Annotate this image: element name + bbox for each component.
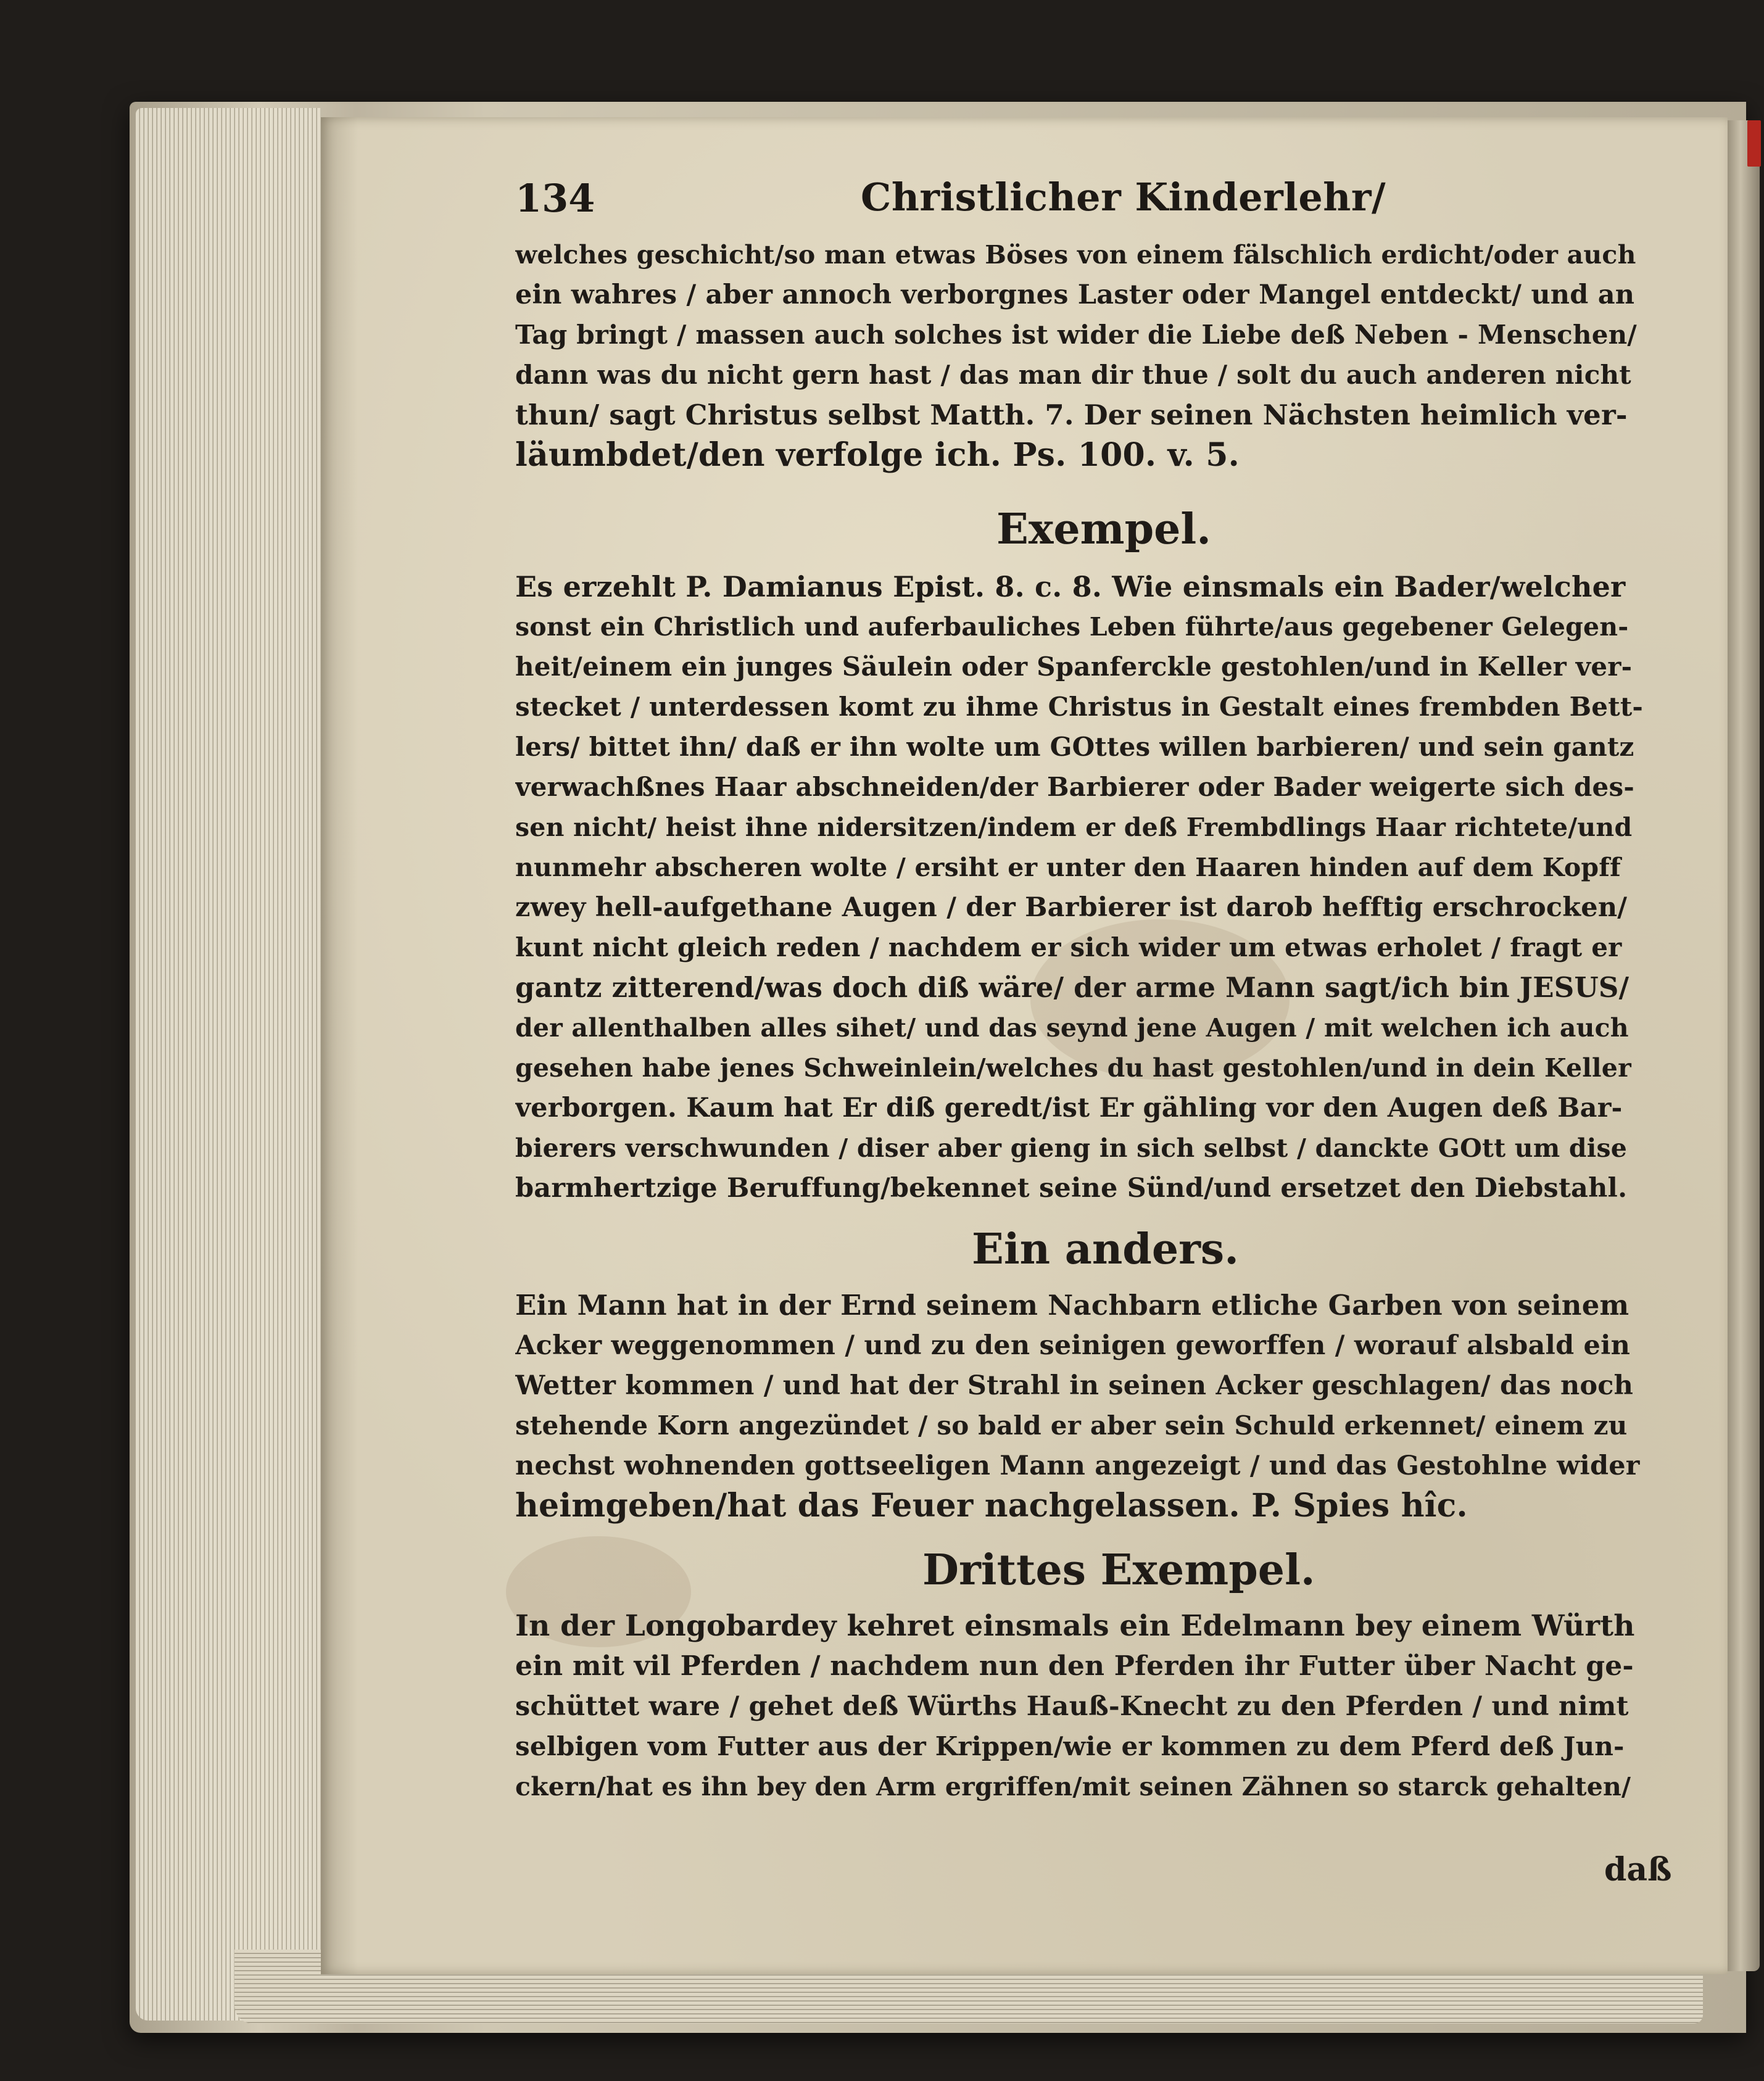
page-edges-left bbox=[136, 108, 321, 2021]
text-line: heit/einem ein junges Säulein oder Spanferckle gestohlen/und in Keller ver- bbox=[515, 652, 1633, 682]
text-line: läumbdet/den verfolge ich. Ps. 100. v. 5. bbox=[515, 436, 1240, 474]
text-line: schüttet ware / gehet deß Würths Hauß-Knecht zu den Pferden / und nimt bbox=[515, 1691, 1629, 1722]
text-line: heimgeben/hat das Feuer nachgelassen. P. Spies hîc. bbox=[515, 1487, 1468, 1525]
text-line: sonst ein Christlich und auferbauliches Leben führte/aus gegebener Gelegen- bbox=[515, 612, 1629, 642]
page-number: 134 bbox=[515, 176, 595, 221]
text-line: dann was du nicht gern hast / das man dir thue / solt du auch anderen nicht bbox=[515, 360, 1631, 390]
text-line: Tag bringt / massen auch solches ist wider die Liebe deß Neben - Menschen/ bbox=[515, 320, 1637, 350]
section-heading-ein-anders: Ein anders. bbox=[972, 1225, 1239, 1274]
section-heading-drittes-exempel: Drittes Exempel. bbox=[922, 1545, 1315, 1595]
text-line: gesehen habe jenes Schweinlein/welches du hast gestohlen/und in dein Keller bbox=[515, 1053, 1631, 1083]
text-line: barmhertzige Beruffung/bekennet seine Sünd/und ersetzet den Diebstahl. bbox=[515, 1173, 1628, 1204]
right-page-edge bbox=[1728, 120, 1760, 1971]
text-line: sen nicht/ heist ihne nidersitzen/indem er deß Frembdlings Haar richtete/und bbox=[515, 813, 1633, 842]
text-line: lers/ bittet ihn/ daß er ihn wolte um GOttes willen barbieren/ und sein gantz bbox=[515, 732, 1634, 762]
text-line: kunt nicht gleich reden / nachdem er sich wider um etwas erholet / fragt er bbox=[515, 932, 1622, 962]
text-line: stehende Korn angezündet / so bald er aber sein Schuld erkennet/ einem zu bbox=[515, 1410, 1628, 1441]
text-line: In der Longobardey kehret einsmals ein Edelmann bey einem Würth bbox=[515, 1609, 1635, 1643]
text-line: nunmehr abscheren wolte / ersiht er unter den Haaren hinden auf dem Kopff bbox=[515, 853, 1621, 882]
text-line: zwey hell-aufgethane Augen / der Barbierer ist darob hefftig erschrocken/ bbox=[515, 892, 1628, 923]
bookmark-ribbon bbox=[1747, 120, 1761, 167]
text-line: Acker weggenommen / und zu den seinigen geworffen / worauf alsbald ein bbox=[515, 1330, 1631, 1361]
text-line: der allenthalben alles sihet/ und das seynd jene Augen / mit welchen ich auch bbox=[515, 1013, 1629, 1043]
text-line: verwachßnes Haar abschneiden/der Barbierer oder Bader weigerte sich des- bbox=[515, 772, 1634, 802]
text-line: welches geschicht/so man etwas Böses von einem fälschlich erdicht/oder auch bbox=[515, 240, 1636, 270]
section-heading-exempel: Exempel. bbox=[996, 505, 1211, 554]
text-line: Ein Mann hat in der Ernd seinem Nachbarn etliche Garben von seinem bbox=[515, 1289, 1629, 1322]
text-line: nechst wohnenden gottseeligen Mann angezeigt / und das Gestohlne wider bbox=[515, 1450, 1640, 1481]
text-line: ckern/hat es ihn bey den Arm ergriffen/mit seinen Zähnen so starck gehalten/ bbox=[515, 1772, 1631, 1802]
text-line: Wetter kommen / und hat der Strahl in seinen Acker geschlagen/ das noch bbox=[515, 1370, 1634, 1401]
text-line: bierers verschwunden / diser aber gieng in sich selbst / danckte GOtt um dise bbox=[515, 1133, 1628, 1163]
running-head: Christlicher Kinderlehr/ bbox=[861, 175, 1386, 220]
text-line: verborgen. Kaum hat Er diß geredt/ist Er gähling vor den Augen deß Bar- bbox=[515, 1093, 1623, 1123]
catchword: daß bbox=[1604, 1851, 1672, 1889]
text-line: stecket / unterdessen komt zu ihme Christus in Gestalt eines frembden Bett- bbox=[515, 692, 1644, 722]
text-line: selbigen vom Futter aus der Krippen/wie er kommen zu dem Pferd deß Jun- bbox=[515, 1731, 1625, 1761]
text-line: gantz zitterend/was doch diß wäre/ der arme Mann sagt/ich bin JESUS/ bbox=[515, 971, 1629, 1004]
text-line: ein wahres / aber annoch verborgnes Laster oder Mangel entdeckt/ und an bbox=[515, 279, 1635, 310]
text-line: Es erzehlt P. Damianus Epist. 8. c. 8. Wie einsmals ein Bader/welcher bbox=[515, 570, 1626, 603]
text-line: thun/ sagt Christus selbst Matth. 7. Der seinen Nächsten heimlich ver- bbox=[515, 399, 1628, 431]
text-line: ein mit vil Pferden / nachdem nun den Pferden ihr Futter über Nacht ge- bbox=[515, 1650, 1634, 1682]
